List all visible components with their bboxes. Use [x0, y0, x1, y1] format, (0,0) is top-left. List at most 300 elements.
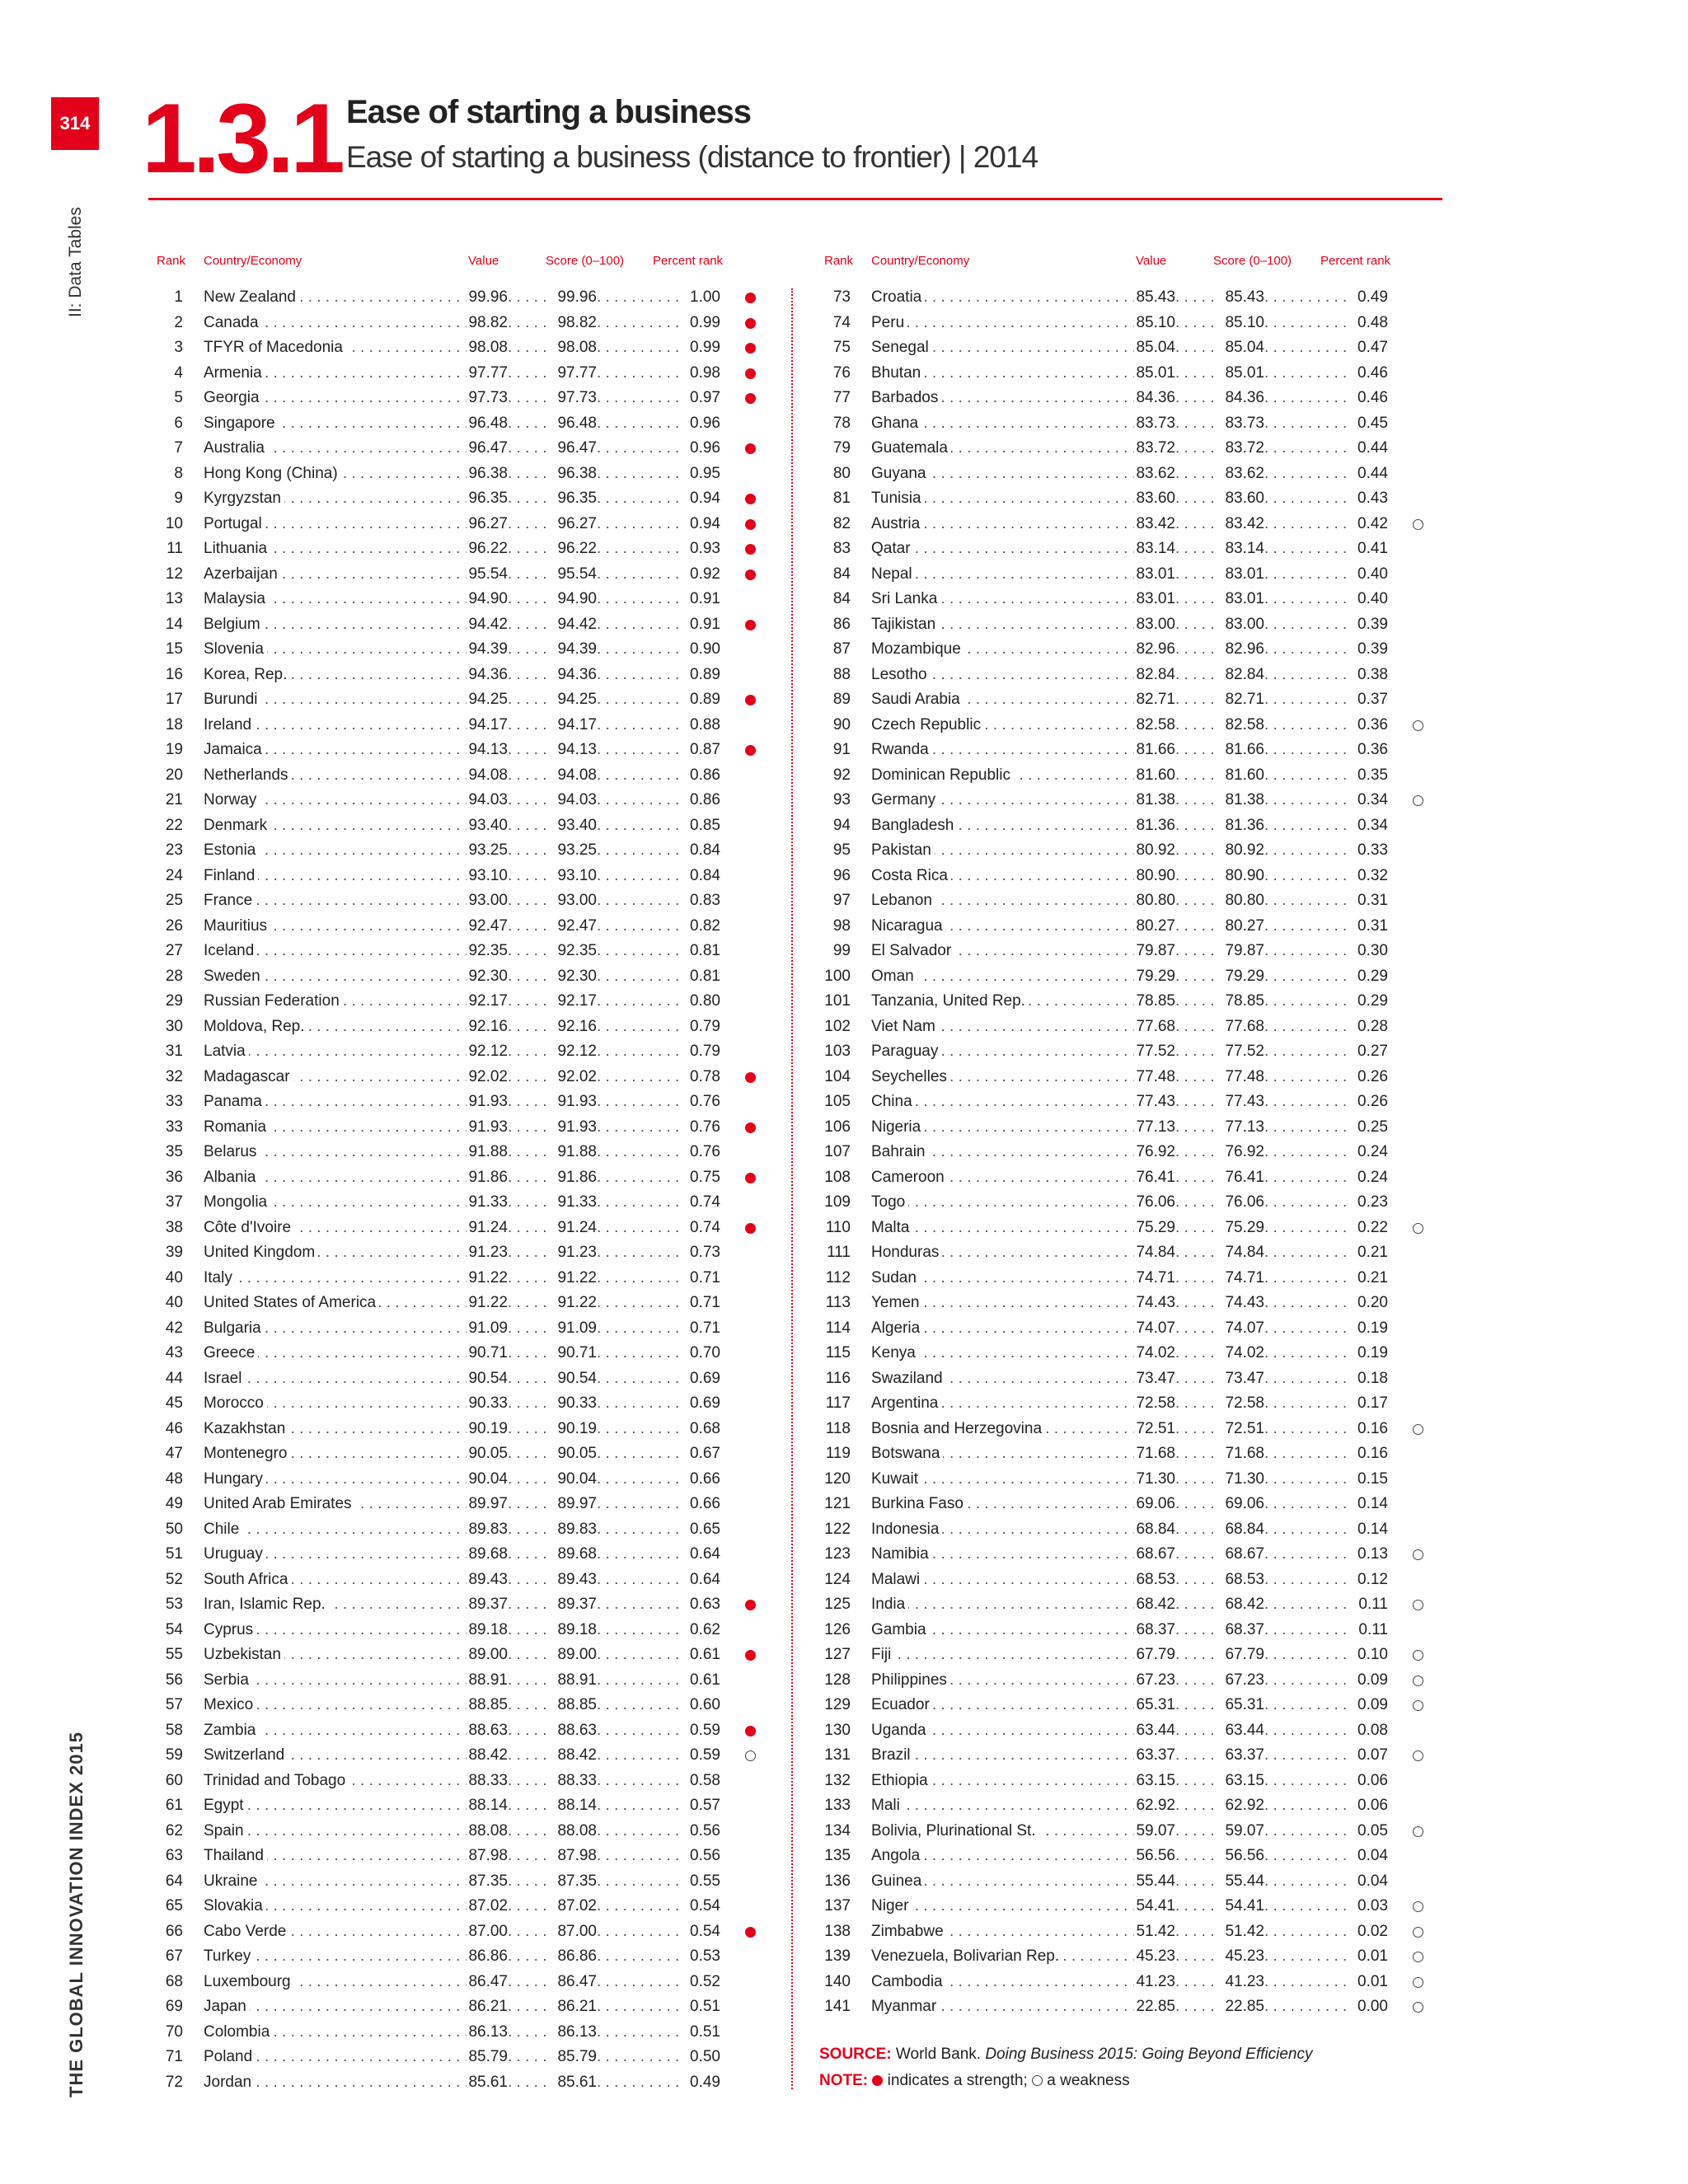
leader-dots: [508, 1769, 551, 1794]
score-cell: 89.18: [551, 1618, 597, 1643]
value-cell: 91.88: [467, 1140, 508, 1165]
leader-dots: [597, 1769, 682, 1794]
country-cell: Oman: [871, 964, 917, 990]
rank-cell: 2: [174, 313, 183, 331]
leader-dots: [597, 1240, 682, 1266]
percent-rank-cell: 0.61: [682, 1643, 720, 1668]
rank-cell: 127: [824, 1646, 851, 1663]
score-cell: 91.93: [551, 1115, 597, 1141]
rank-cell: 124: [824, 1570, 851, 1588]
country-cell: Czech Republic: [871, 713, 984, 738]
score-cell: 96.22: [551, 537, 597, 562]
value-cell: 91.86: [467, 1165, 508, 1191]
country-cell: Fiji: [871, 1643, 894, 1668]
country-cell: Hungary: [204, 1467, 266, 1493]
score-cell: 79.87: [1218, 939, 1264, 964]
rank-cell: 96: [832, 866, 851, 884]
value-cell: 82.71: [1134, 687, 1175, 713]
leader-dots: [1264, 1391, 1350, 1417]
score-cell: 82.96: [1218, 637, 1264, 663]
leader-dots: [508, 788, 551, 813]
rank-cell: 87: [832, 640, 851, 658]
percent-rank-cell: 0.86: [682, 763, 720, 789]
rank-cell: 40: [165, 1294, 183, 1311]
header-country: Country/Economy: [204, 254, 302, 268]
leader-dots: [1175, 1517, 1218, 1543]
percent-rank-cell: 0.34: [1350, 813, 1388, 839]
leader-dots: [597, 411, 682, 437]
percent-rank-cell: 0.89: [682, 687, 720, 713]
rank-cell: 120: [824, 1469, 851, 1488]
leader-dots: [1264, 486, 1350, 512]
rank-cell: 69: [165, 1998, 183, 2015]
country-cell: Uruguay: [204, 1542, 266, 1568]
score-cell: 71.30: [1218, 1467, 1264, 1493]
strength-dot-icon: [745, 745, 756, 756]
leader-dots: [597, 1542, 682, 1568]
value-cell: 74.07: [1134, 1316, 1175, 1342]
percent-rank-cell: 0.99: [682, 335, 720, 361]
value-cell: 51.42: [1134, 1919, 1175, 1945]
country-cell: Lesotho: [871, 663, 931, 688]
score-cell: 82.71: [1218, 687, 1264, 713]
percent-rank-cell: 0.81: [682, 964, 720, 990]
country-cell: Sweden: [204, 964, 264, 990]
leader-dots: [597, 1793, 682, 1819]
value-cell: 79.29: [1134, 964, 1175, 990]
leader-dots: [1175, 587, 1218, 612]
percent-rank-cell: 0.34: [1350, 788, 1388, 813]
leader-dots: [1264, 1994, 1350, 2020]
leader-dots: [1264, 1140, 1350, 1165]
leader-dots: [1175, 1140, 1218, 1165]
leader-dots: [508, 1216, 551, 1241]
value-cell: 85.10: [1134, 311, 1175, 336]
country-cell: Qatar: [871, 537, 914, 562]
leader-dots: [597, 311, 682, 336]
value-cell: 88.85: [467, 1693, 508, 1718]
rank-cell: 75: [832, 339, 851, 356]
score-cell: 89.43: [551, 1568, 597, 1593]
value-cell: 83.62: [1134, 462, 1175, 487]
percent-rank-cell: 0.52: [682, 1970, 720, 1995]
value-cell: 96.22: [467, 537, 508, 562]
value-cell: 41.23: [1134, 1970, 1175, 1995]
score-cell: 94.08: [551, 763, 597, 789]
rank-cell: 121: [824, 1495, 851, 1512]
leader-dots: [597, 1944, 682, 1970]
country-cell: Slovenia: [204, 637, 267, 663]
leader-dots: [1175, 1417, 1218, 1442]
country-cell: Mongolia: [204, 1190, 270, 1216]
leader-dots: [597, 1819, 682, 1844]
value-cell: 80.92: [1134, 838, 1175, 864]
country-cell: Peru: [871, 311, 907, 336]
country-cell: Bosnia and Herzegovina: [871, 1417, 1045, 1442]
rank-cell: 68: [165, 1972, 183, 1990]
score-cell: 88.91: [551, 1668, 597, 1694]
rank-cell: 5: [174, 389, 183, 406]
weakness-circle-icon: [1413, 1675, 1423, 1686]
leader-dots: [1175, 1316, 1218, 1342]
leader-dots: [508, 914, 551, 940]
leader-dots: [1175, 1994, 1218, 2020]
percent-rank-cell: 0.40: [1350, 587, 1388, 612]
leader-dots: [1175, 1291, 1218, 1316]
leader-dots: [597, 285, 682, 311]
rank-cell: 91: [832, 741, 851, 758]
percent-rank-cell: 0.71: [682, 1316, 720, 1342]
leader-dots: [597, 1165, 682, 1191]
leader-dots: [204, 1266, 467, 1291]
leader-dots: [1264, 864, 1350, 889]
leader-dots: [1264, 285, 1350, 311]
percent-rank-cell: 0.57: [682, 1793, 720, 1819]
value-cell: 77.48: [1134, 1065, 1175, 1090]
rank-cell: 52: [165, 1570, 183, 1588]
percent-rank-cell: 0.28: [1350, 1015, 1388, 1040]
weakness-circle-icon: [1413, 2002, 1423, 2013]
score-cell: 59.07: [1218, 1819, 1264, 1844]
percent-rank-cell: 0.00: [1350, 1994, 1388, 2020]
percent-rank-cell: 0.44: [1350, 462, 1388, 487]
percent-rank-cell: 0.76: [682, 1090, 720, 1115]
rank-cell: 58: [165, 1721, 183, 1739]
leader-dots: [508, 1819, 551, 1844]
score-cell: 92.17: [551, 989, 597, 1015]
country-cell: China: [871, 1090, 916, 1115]
score-cell: 78.85: [1218, 989, 1264, 1015]
rank-cell: 89: [832, 691, 851, 708]
percent-rank-cell: 0.37: [1350, 687, 1388, 713]
value-cell: 62.92: [1134, 1793, 1175, 1819]
leader-dots: [1175, 1844, 1218, 1869]
country-cell: United Kingdom: [204, 1240, 318, 1266]
value-cell: 96.47: [467, 436, 508, 462]
leader-dots: [1175, 1467, 1218, 1493]
rank-cell: 92: [832, 766, 851, 784]
score-cell: 83.42: [1218, 512, 1264, 537]
leader-dots: [597, 864, 682, 889]
score-cell: 94.17: [551, 713, 597, 738]
score-cell: 72.51: [1218, 1417, 1264, 1442]
percent-rank-cell: 0.80: [682, 989, 720, 1015]
leader-dots: [508, 1718, 551, 1744]
percent-rank-cell: 0.75: [682, 1165, 720, 1191]
value-cell: 85.04: [1134, 335, 1175, 361]
percent-rank-cell: 0.53: [682, 1944, 720, 1970]
leader-dots: [597, 1190, 682, 1216]
country-cell: Ecuador: [871, 1693, 933, 1718]
score-cell: 54.41: [1218, 1894, 1264, 1919]
country-cell: Côte d'Ivoire: [204, 1216, 294, 1241]
leader-dots: [871, 1190, 1134, 1216]
leader-dots: [204, 1517, 467, 1543]
leader-dots: [1264, 1090, 1350, 1115]
leader-dots: [597, 989, 682, 1015]
rank-cell: 16: [165, 665, 183, 683]
percent-rank-cell: 0.46: [1350, 386, 1388, 411]
score-cell: 88.85: [551, 1693, 597, 1718]
leader-dots: [508, 813, 551, 839]
rank-cell: 81: [832, 490, 851, 507]
rank-cell: 84: [832, 565, 851, 583]
leader-dots: [508, 436, 551, 462]
leader-dots: [597, 1140, 682, 1165]
value-cell: 89.43: [467, 1568, 508, 1593]
leader-dots: [597, 1743, 682, 1769]
percent-rank-cell: 0.06: [1350, 1769, 1388, 1794]
percent-rank-cell: 0.44: [1350, 436, 1388, 462]
weakness-circle-icon: [1413, 1952, 1423, 1962]
leader-dots: [1264, 888, 1350, 914]
score-cell: 81.60: [1218, 763, 1264, 789]
leader-dots: [508, 335, 551, 361]
country-cell: Panama: [204, 1090, 265, 1115]
leader-dots: [508, 1065, 551, 1090]
leader-dots: [1264, 939, 1350, 964]
leader-dots: [508, 1467, 551, 1493]
score-cell: 89.37: [551, 1592, 597, 1618]
country-cell: Malaysia: [204, 587, 269, 612]
value-cell: 92.17: [467, 989, 508, 1015]
rank-cell: 64: [165, 1872, 183, 1890]
leader-dots: [1264, 1039, 1350, 1065]
percent-rank-cell: 0.98: [682, 361, 720, 387]
leader-dots: [597, 2045, 682, 2070]
score-cell: 63.15: [1218, 1769, 1264, 1794]
country-cell: Albania: [204, 1165, 259, 1191]
value-cell: 95.54: [467, 562, 508, 588]
value-cell: 90.71: [467, 1341, 508, 1366]
country-cell: Viet Nam: [871, 1015, 939, 1040]
leader-dots: [597, 914, 682, 940]
leader-dots: [508, 361, 551, 387]
rank-cell: 82: [832, 514, 851, 532]
leader-dots: [1175, 361, 1218, 387]
country-cell: Jamaica: [204, 738, 265, 763]
rank-cell: 13: [165, 590, 183, 607]
country-cell: Hong Kong (China): [204, 462, 341, 487]
score-cell: 85.79: [551, 2045, 597, 2070]
value-cell: 98.08: [467, 335, 508, 361]
leader-dots: [871, 311, 1134, 336]
percent-rank-cell: 0.26: [1350, 1065, 1388, 1090]
rank-cell: 59: [165, 1746, 183, 1764]
percent-rank-cell: 0.69: [682, 1366, 720, 1392]
percent-rank-cell: 0.64: [682, 1568, 720, 1593]
value-cell: 82.96: [1134, 637, 1175, 663]
score-cell: 74.02: [1218, 1341, 1264, 1366]
leader-dots: [508, 1341, 551, 1366]
value-cell: 93.10: [467, 864, 508, 889]
leader-dots: [597, 1844, 682, 1869]
country-cell: Malawi: [871, 1568, 923, 1593]
country-cell: Finland: [204, 864, 258, 889]
leader-dots: [1264, 1441, 1350, 1467]
score-cell: 93.25: [551, 838, 597, 864]
score-cell: 90.19: [551, 1417, 597, 1442]
leader-dots: [508, 1417, 551, 1442]
percent-rank-cell: 0.36: [1350, 738, 1388, 763]
leader-dots: [597, 1341, 682, 1366]
weakness-circle-icon: [1413, 519, 1423, 530]
country-cell: Bangladesh: [871, 813, 957, 839]
rank-cell: 43: [165, 1344, 183, 1361]
leader-dots: [1264, 1693, 1350, 1718]
leader-dots: [508, 1517, 551, 1543]
rank-cell: 134: [824, 1821, 851, 1840]
leader-dots: [1264, 1819, 1350, 1844]
leader-dots: [1175, 1793, 1218, 1819]
score-cell: 88.08: [551, 1819, 597, 1844]
value-cell: 90.04: [467, 1467, 508, 1493]
leader-dots: [508, 462, 551, 487]
percent-rank-cell: 0.70: [682, 1341, 720, 1366]
leader-dots: [1264, 1165, 1350, 1191]
score-cell: 81.36: [1218, 813, 1264, 839]
score-cell: 85.04: [1218, 335, 1264, 361]
value-cell: 93.25: [467, 838, 508, 864]
percent-rank-cell: 0.97: [682, 386, 720, 411]
strength-dot-icon: [745, 544, 756, 555]
leader-dots: [508, 587, 551, 612]
value-cell: 87.98: [467, 1844, 508, 1869]
percent-rank-cell: 0.43: [1350, 486, 1388, 512]
percent-rank-cell: 0.94: [682, 512, 720, 537]
country-cell: Lebanon: [871, 888, 935, 914]
percent-rank-cell: 0.56: [682, 1819, 720, 1844]
strength-dot-icon: [745, 1600, 756, 1610]
rank-cell: 90: [832, 715, 851, 733]
leader-dots: [1264, 1542, 1350, 1568]
leader-dots: [597, 587, 682, 612]
country-cell: El Salvador: [871, 939, 954, 964]
score-cell: 77.43: [1218, 1090, 1264, 1115]
percent-rank-cell: 0.42: [1350, 512, 1388, 537]
percent-rank-cell: 0.76: [682, 1115, 720, 1141]
value-cell: 94.39: [467, 637, 508, 663]
leader-dots: [597, 512, 682, 537]
score-cell: 83.72: [1218, 436, 1264, 462]
score-cell: 85.61: [551, 2070, 597, 2096]
value-cell: 86.86: [467, 1944, 508, 1970]
percent-rank-cell: 0.24: [1350, 1140, 1388, 1165]
leader-dots: [1175, 1568, 1218, 1593]
score-cell: 41.23: [1218, 1970, 1264, 1995]
country-cell: Morocco: [204, 1391, 267, 1417]
value-cell: 92.16: [467, 1015, 508, 1040]
rank-cell: 119: [825, 1445, 851, 1462]
score-cell: 76.92: [1218, 1140, 1264, 1165]
value-cell: 76.92: [1134, 1140, 1175, 1165]
leader-dots: [1264, 587, 1350, 612]
score-cell: 99.96: [551, 285, 597, 311]
score-cell: 93.00: [551, 888, 597, 914]
score-cell: 63.44: [1218, 1718, 1264, 1744]
leader-dots: [597, 687, 682, 713]
country-cell: United Arab Emirates: [204, 1492, 355, 1517]
country-cell: Guyana: [871, 462, 930, 487]
country-cell: Montenegro: [204, 1441, 290, 1467]
leader-dots: [597, 1919, 682, 1945]
value-cell: 74.71: [1134, 1266, 1175, 1291]
leader-dots: [508, 964, 551, 990]
leader-dots: [597, 1994, 682, 2020]
percent-rank-cell: 0.35: [1350, 763, 1388, 789]
country-cell: Bulgaria: [204, 1316, 265, 1342]
rank-cell: 17: [165, 691, 183, 708]
value-cell: 85.01: [1134, 361, 1175, 387]
value-cell: 90.19: [467, 1417, 508, 1442]
leader-dots: [508, 1165, 551, 1191]
leader-dots: [1175, 386, 1218, 411]
rank-cell: 97: [832, 892, 851, 909]
leader-dots: [508, 1291, 551, 1316]
percent-rank-cell: 0.31: [1350, 888, 1388, 914]
percent-rank-cell: 0.83: [682, 888, 720, 914]
rank-cell: 46: [165, 1419, 183, 1437]
country-cell: Indonesia: [871, 1517, 942, 1543]
strength-dot-icon: [872, 2075, 883, 2086]
leader-dots: [508, 1994, 551, 2020]
country-cell: Bolivia, Plurinational St.: [871, 1819, 1039, 1844]
country-cell: Cyprus: [204, 1618, 256, 1643]
value-cell: 94.17: [467, 713, 508, 738]
leader-dots: [871, 1793, 1134, 1819]
value-cell: 91.24: [467, 1216, 508, 1241]
strength-dot-icon: [745, 318, 756, 329]
note-strength-text: indicates a strength;: [887, 2072, 1028, 2089]
leader-dots: [1264, 1919, 1350, 1945]
country-cell: France: [204, 888, 256, 914]
score-cell: 93.10: [551, 864, 597, 889]
score-cell: 94.03: [551, 788, 597, 813]
value-cell: 83.01: [1134, 562, 1175, 588]
leader-dots: [1175, 1190, 1218, 1216]
leader-dots: [597, 838, 682, 864]
strength-dot-icon: [745, 519, 756, 530]
strength-dot-icon: [745, 368, 756, 379]
value-cell: 86.13: [467, 2020, 508, 2046]
rank-cell: 135: [824, 1847, 851, 1864]
rank-cell: 12: [165, 565, 183, 583]
value-cell: 94.25: [467, 687, 508, 713]
country-cell: Colombia: [204, 2020, 273, 2046]
value-cell: 91.22: [467, 1291, 508, 1316]
title-rule: [148, 198, 1442, 200]
country-cell: Austria: [871, 512, 923, 537]
percent-rank-cell: 0.39: [1350, 637, 1388, 663]
leader-dots: [1175, 687, 1218, 713]
rank-cell: 132: [824, 1771, 851, 1789]
value-cell: 63.44: [1134, 1718, 1175, 1744]
value-cell: 80.27: [1134, 914, 1175, 940]
rank-cell: 76: [832, 363, 851, 382]
strength-dot-icon: [745, 494, 756, 504]
value-cell: 92.02: [467, 1065, 508, 1090]
leader-dots: [1175, 763, 1218, 789]
value-cell: 90.54: [467, 1366, 508, 1392]
country-cell: Barbados: [871, 386, 941, 411]
country-cell: Denmark: [204, 813, 270, 839]
score-cell: 45.23: [1218, 1944, 1264, 1970]
rank-cell: 101: [824, 992, 851, 1010]
leader-dots: [1264, 1316, 1350, 1342]
country-cell: Guinea: [871, 1869, 925, 1895]
leader-dots: [508, 486, 551, 512]
leader-dots: [1264, 1869, 1350, 1895]
